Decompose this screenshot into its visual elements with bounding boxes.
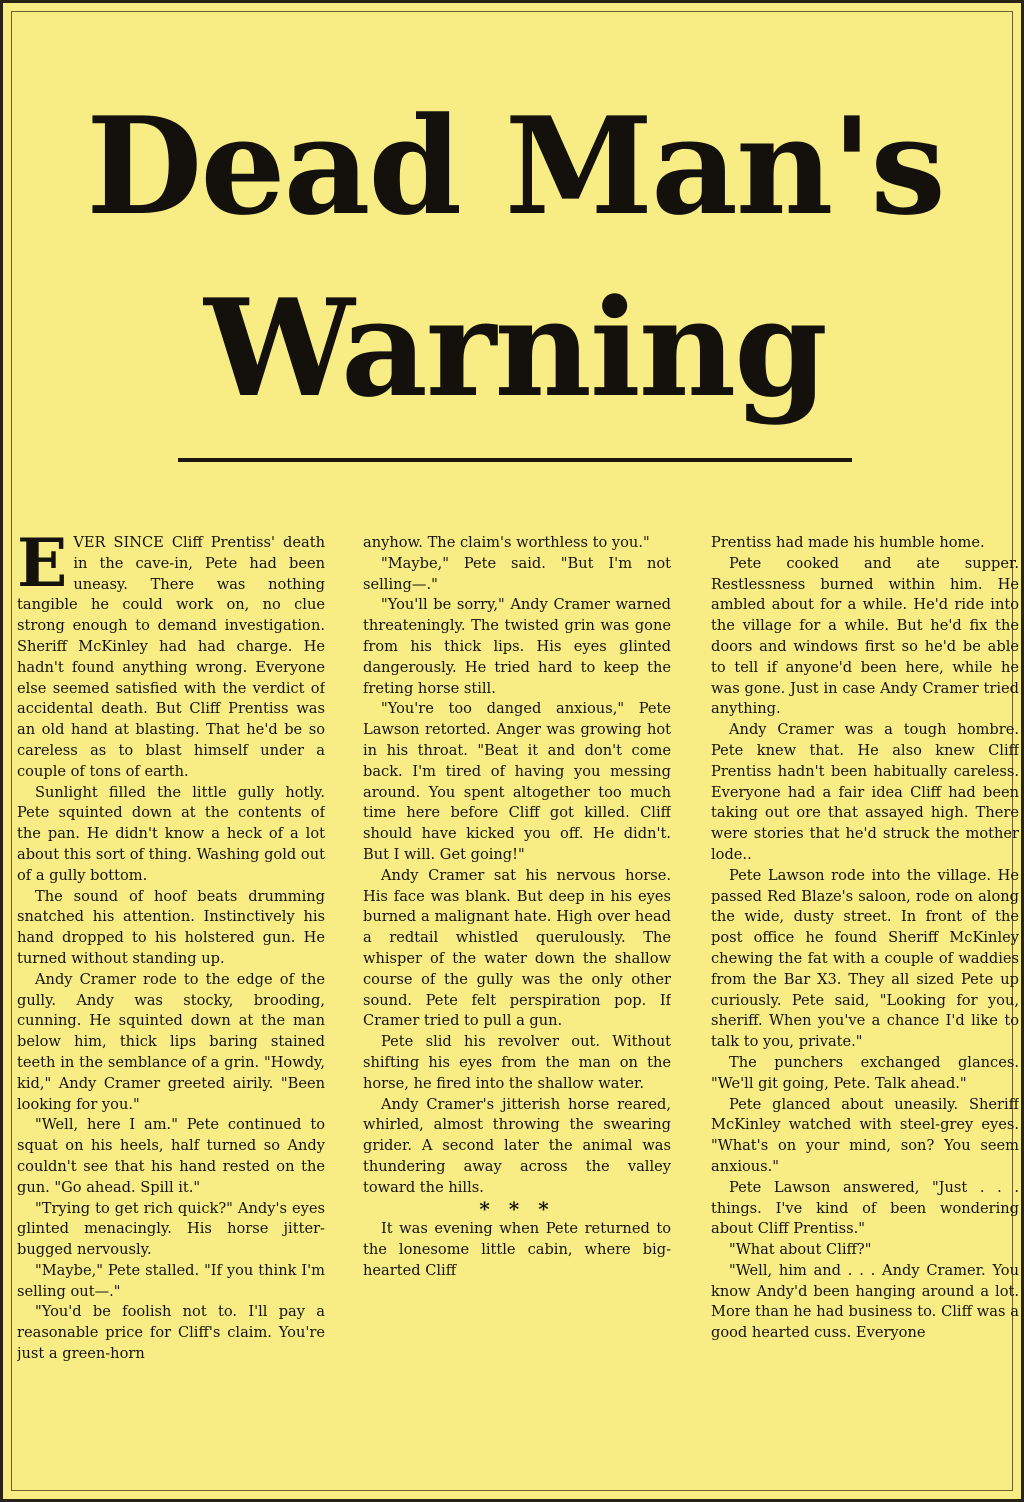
paragraph: Pete slid his revolver out. Without shifting his eyes from the man on the horse, he fired into the shallow water. [363,1033,671,1092]
paragraph: "What about Cliff?" [729,1241,872,1259]
paragraph: Pete Lawson answered, "Just . . . things. I've kind of been wondering about Cliff Prentiss." [711,1178,1019,1238]
paragraph: The punchers exchanged glances. "We'll git going, Pete. Talk ahead." [711,1053,1019,1092]
paragraph: "You're too danged anxious," Pete Lawson retorted. Anger was growing hot in his throat. "Beat it and don't come back. I'm tired of having you messing around. You spent altogether too much time here before Cliff got killed. Cliff should have kicked you off. He didn't. But I will. Get going!" [363,700,671,863]
paragraph: The sound of hoof beats drumming snatched his attention. Instinctively his hand dropped to his holstered gun. He turned without standing up. [17,887,325,967]
story-title-line-2: Warning [204,269,826,427]
section-separator: * * * [479,1196,555,1221]
paragraph: Pete glanced about uneasily. Sheriff McKinley watched with steel-grey eyes. "What's on your mind, son? You seem anxious." [711,1095,1019,1175]
paragraph: VER SINCE Cliff Prentiss' death in the cave-in, Pete had been uneasy. There was nothing tangible he could work on, no clue strong enough to demand investigation. Sheriff McKinley had had charge. He hadn't found anything wrong. Everyone else seemed satisfied with the verdict of accidental death. But Cliff Prentiss was an old hand at blasting. That he'd be so careless as to blast himself under a couple of tons of earth. [17,534,325,780]
paragraph: Sunlight filled the little gully hotly. Pete squinted down at the contents of the pan. He didn't know a heck of a lot about this sort of thing. Washing gold out of a gully bottom. [17,783,325,884]
text-column-1 [17,533,325,1493]
text-column-2 [363,533,671,1493]
text-column-3 [711,533,1019,1493]
paragraph: "Well, him and . . . Andy Cramer. You know Andy'd been hanging around a lot. More than he had business to. Cliff was a good hearted cuss. Everyone [711,1261,1019,1342]
title-divider [178,458,852,462]
paragraph: anyhow. The claim's worthless to you." [363,534,650,551]
paragraph: Andy Cramer sat his nervous horse. His face was blank. But deep in his eyes burned a malignant hate. High over head a redtail whistled querulously. The whisper of the water down the shallow course of the gully was the only other sound. Pete felt perspiration pop. If Cramer tried to pull a gun. [363,866,671,1030]
story-title-line-1: Dead Man's [86,87,944,245]
paragraph: "Maybe," Pete stalled. "If you think I'm selling out—." [17,1261,325,1300]
paragraph: Andy Cramer's jitterish horse reared, whirled, almost throwing the swearing grider. A second later the animal was thundering away across the valley toward the hills. [363,1095,671,1196]
paragraph: "Well, here I am." Pete continued to squat on his heels, half turned so Andy couldn't see that his hand rested on the gun. "Go ahead. Spill it." [17,1116,325,1196]
paragraph: "Maybe," Pete said. "But I'm not selling—." [363,554,671,593]
paragraph: Prentiss had made his humble home. [711,534,985,551]
paragraph: "Trying to get rich quick?" Andy's eyes glinted menacingly. His horse jitter-bugged nervously. [17,1199,325,1259]
paragraph: "You'd be foolish not to. I'll pay a reasonable price for Cliff's claim. You're just a green-horn [17,1303,325,1363]
paragraph: Andy Cramer was a tough hombre. Pete knew that. He also knew Cliff Prentiss hadn't been habitually careless. Everyone had a fair idea Cliff had been taking out ore that assayed high. There were stories that he'd struck the mother lode.. [711,721,1019,863]
paragraph: Pete cooked and ate supper. Restlessness burned within him. He ambled about for a while. He'd ride into the village for a while. But he'd fix the doors and windows first so he'd be able to tell if anyone'd been here, while he was gone. Just in case Andy Cramer tried anything. [711,554,1019,718]
paragraph: Andy Cramer rode to the edge of the gully. Andy was stocky, brooding, cunning. He squinted down at the man below him, thick lips baring stained teeth in the semblance of a grin. "Howdy, kid," Andy Cramer greeted airily. "Been looking for you." [17,970,325,1113]
drop-cap: E [17,533,68,602]
paragraph: "You'll be sorry," Andy Cramer warned threateningly. The twisted grin was gone from his thick lips. His eyes glinted dangerously. He tried hard to keep the freting horse still. [363,596,671,697]
paragraph: Pete Lawson rode into the village. He passed Red Blaze's saloon, rode on along the wide, dusty street. In front of the post office he found Sheriff McKinley chewing the fat with a couple of waddies from the Bar X3. They all sized Pete up curiously. Pete said, "Looking for you, sheriff. When you've a chance I'd like to talk to you, private." [711,866,1019,1051]
paragraph: It was evening when Pete returned to the lonesome little cabin, where big-hearted Cliff [363,1220,671,1279]
